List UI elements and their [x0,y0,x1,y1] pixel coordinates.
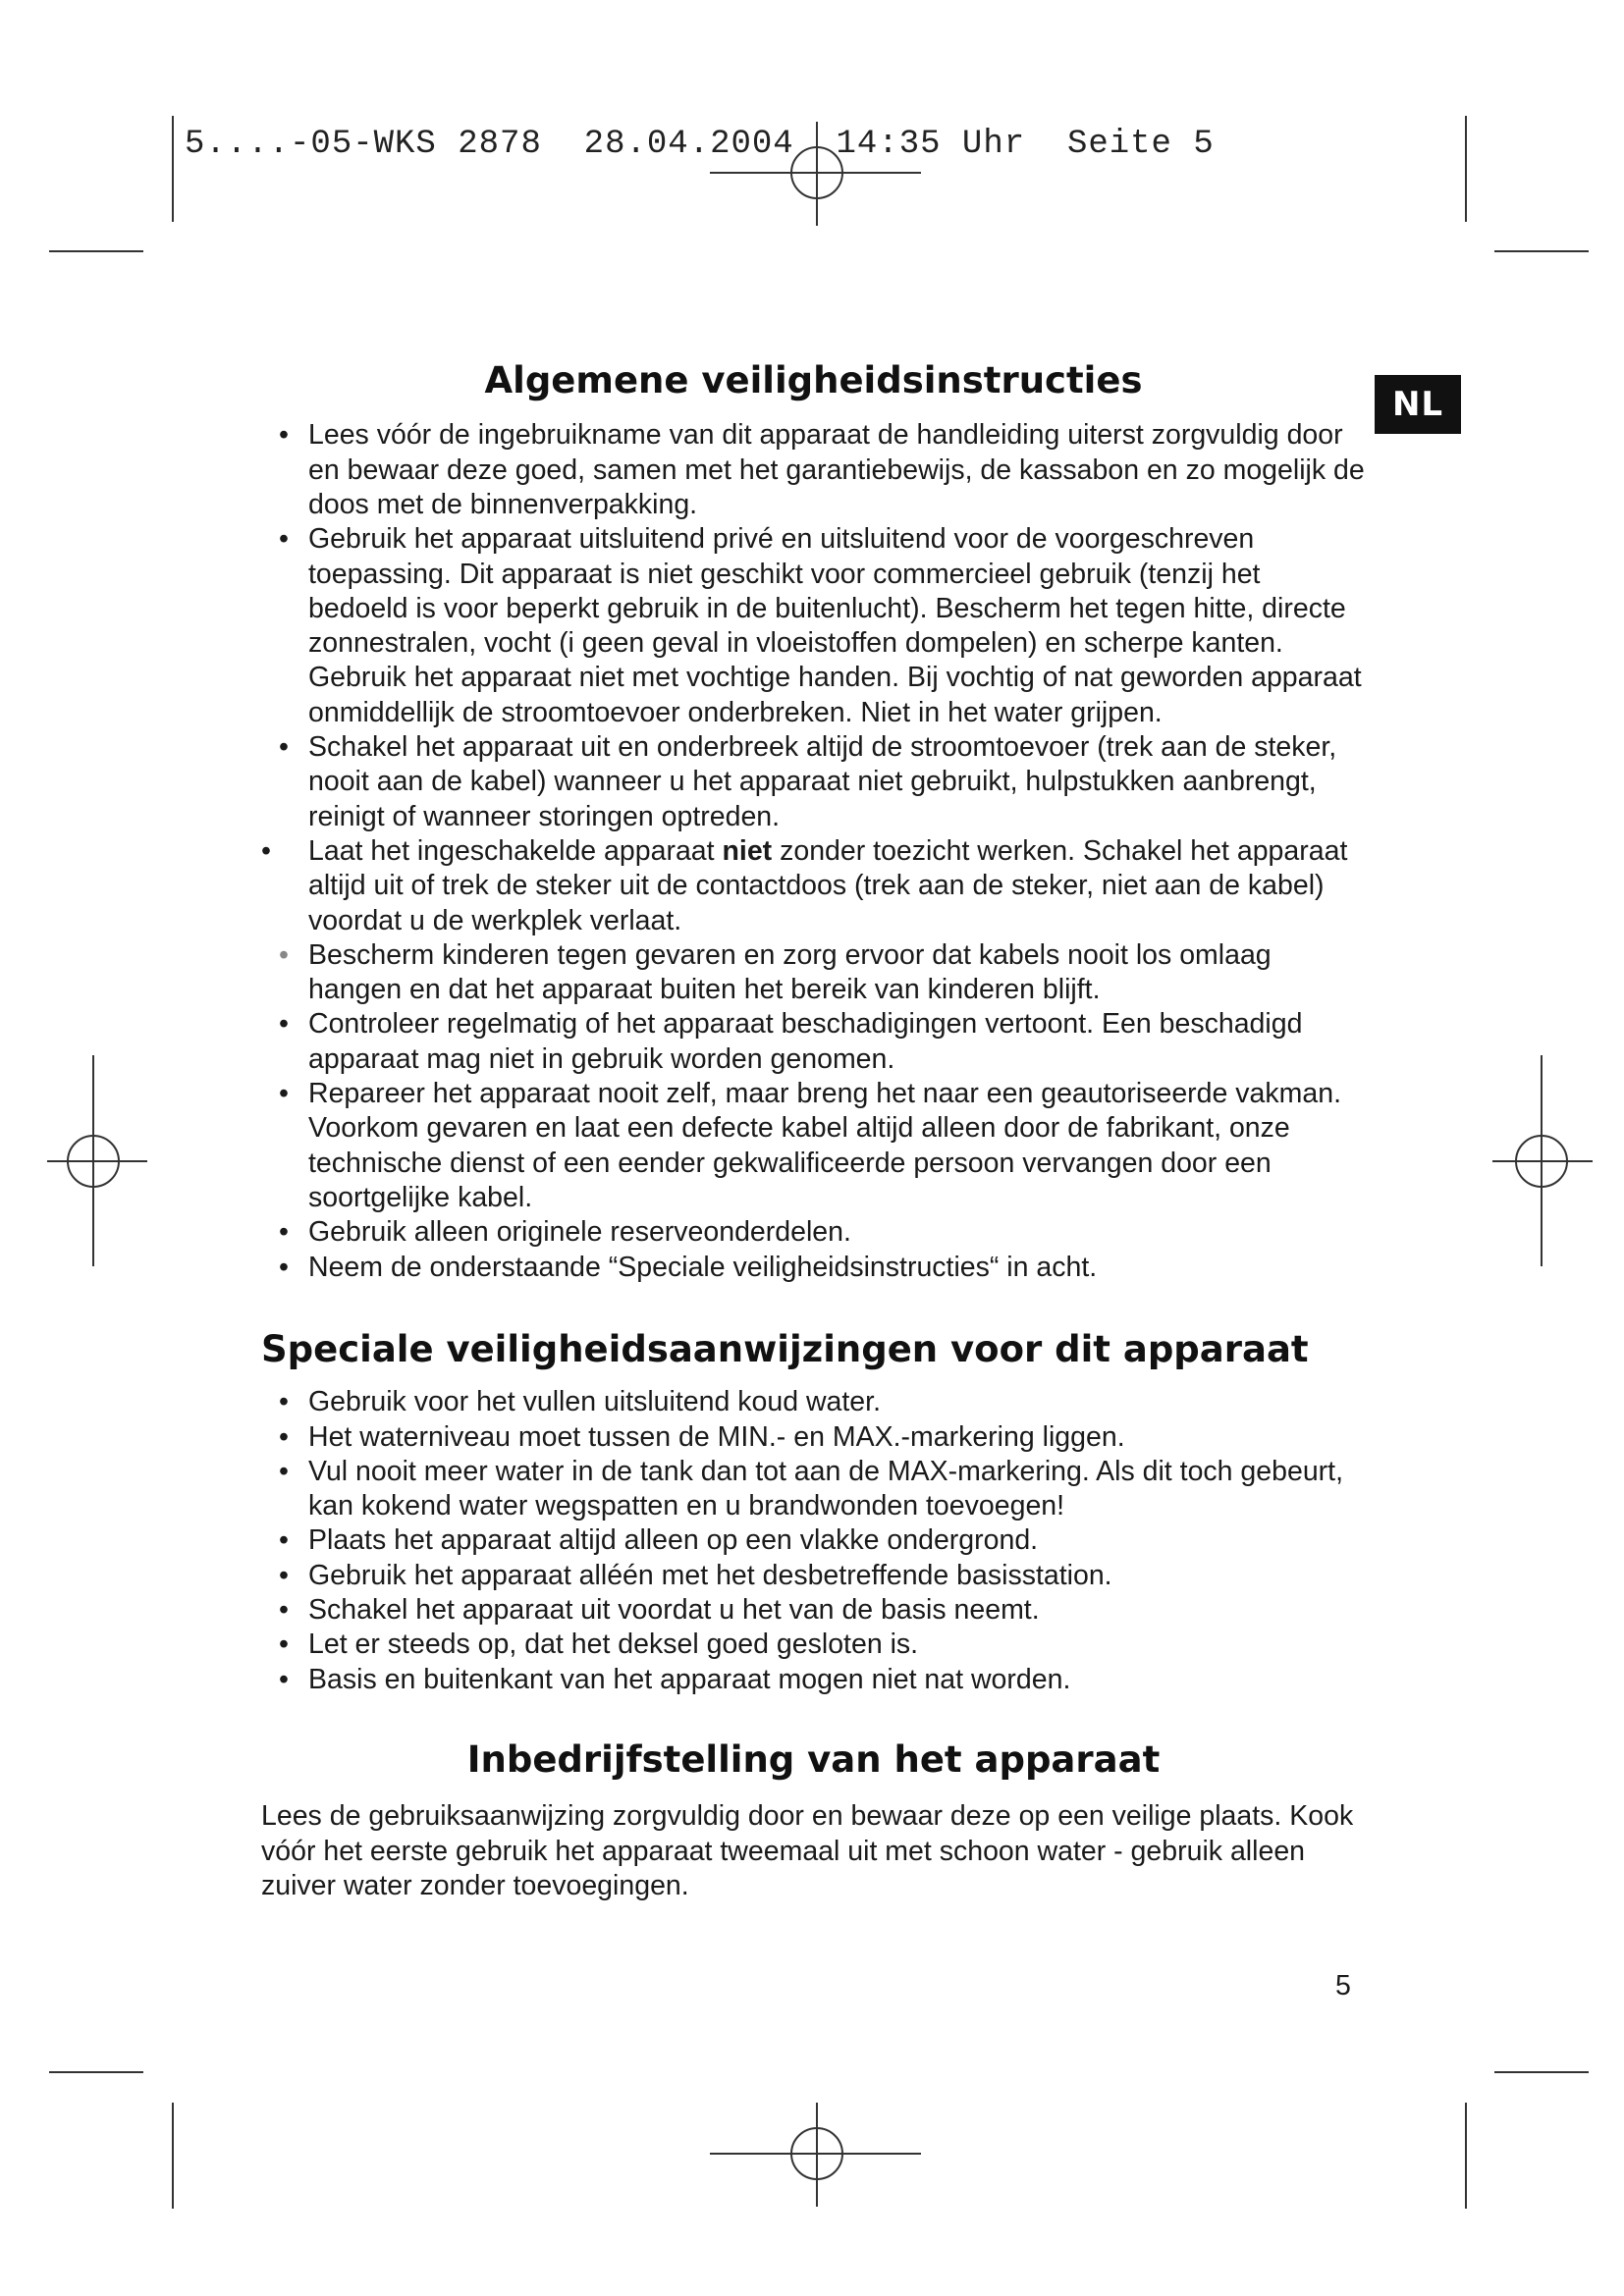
list-item: • Laat het ingeschakelde apparaat niet zonder toezicht werken. Schakel het apparaat altijd uit of trek de steker uit de contactdoos (trek aan de steker, niet aan de kabel) voordat u de werkplek verlaat. [261,834,1348,936]
section-title-special-safety: Speciale veiligheidsaanwijzingen voor dit apparaat [261,1327,1309,1370]
registration-mark-bottom [710,2103,921,2207]
bullet: • [279,731,289,764]
bullet: • [279,1420,289,1453]
bullet: • [279,1455,289,1487]
list-item: • Gebruik alleen originele reserveonderdelen. [261,1215,1366,1250]
bullet: • [279,523,289,556]
list-item: • Plaats het apparaat altijd alleen op een vlakke ondergrond. [261,1523,1366,1558]
bullet: • [279,1078,289,1110]
page-number: 5 [1335,1970,1351,2002]
page-content [261,359,1366,1903]
list-item: • Lees vóór de ingebruikname van dit apparaat de handleiding uiterst zorgvuldig door en bewaar deze goed, samen met het garantiebewijs, de kassabon en zo mogelijk de doos met de binnenverpakking. [279,419,1365,520]
bullet: • [279,1663,289,1695]
general-safety-list [261,418,1366,1284]
list-item: • Controleer regelmatig of het apparaat beschadigingen vertoont. Een beschadigd apparaat mag niet in gebruik worden genomen. [279,1008,1303,1075]
bullet: • [279,1008,289,1041]
list-item: • Gebruik voor het vullen uitsluitend koud water. [261,1385,1366,1419]
list-item: • Het waterniveau moet tussen de MIN.- en MAX.-markering liggen. [261,1420,1366,1455]
list-item: • Gebruik het apparaat alléén met het desbetreffende basisstation. [261,1559,1366,1593]
bullet: • [279,938,289,971]
list-item: • Let er steeds op, dat het deksel goed gesloten is. [261,1628,1366,1662]
registration-mark-right [1492,1055,1593,1266]
bullet: • [279,1593,289,1626]
bullet: • [279,1629,289,1661]
list-item: • Gebruik het apparaat uitsluitend privé en uitsluitend voor de voorgeschreven toepassing. Dit apparaat is niet geschikt voor commercieel gebruik (tenzij het bedoeld is voor beperkt gebruik in de buitenlucht). Bescherm het tegen hitte, directe zonnestralen, vocht (i geen geval in vloeistoffen dompelen) en scherpe kanten. Gebruik het apparaat niet met vochtige handen. Bij vochtig of nat geworden apparaat onmiddellijk de stroomtoevoer onderbreken. Niet in het water grijpen. [279,523,1362,728]
bullet: • [261,834,271,867]
list-item: • Neem de onderstaande “Speciale veiligheidsinstructies“ in acht. [261,1251,1366,1285]
language-badge: NL [1375,375,1461,434]
section-title-commissioning: Inbedrijfstelling van het apparaat [466,1737,1161,1781]
bullet: • [279,1251,289,1283]
bullet: • [279,1524,289,1557]
list-item: • Basis en buitenkant van het apparaat mogen niet nat worden. [261,1663,1366,1697]
emphasis-word: niet [722,834,773,867]
list-item: • Vul nooit meer water in de tank dan tot aan de MAX-markering. Als dit toch gebeurt, kan kokend water wegspatten en u brandwonden toevoegen! [279,1455,1344,1522]
print-slug-header: 5....-05-WKS 2878 28.04.2004 14:35 Uhr Seite 5 [185,126,1215,163]
bullet: • [279,1386,289,1418]
list-item: • Schakel het apparaat uit en onderbreek altijd de stroomtoevoer (trek aan de steker, nooit aan de kabel) wanneer u het apparaat niet gebruikt, hulpstukken aanbrengt, reinigt of wanneer storingen optreden. [279,731,1337,832]
registration-mark-left [47,1055,147,1266]
section-title-general-safety: Algemene veiligheidsinstructies [484,359,1143,401]
bullet: • [279,1559,289,1591]
commissioning-paragraph: Lees de gebruiksaanwijzing zorgvuldig door en bewaar deze op een veilige plaats. Kook vóór het eerste gebruik het apparaat tweemaal uit met schoon water - gebruik alleen zuiver water zonder toevoegingen. [261,1800,1354,1901]
list-item: • Bescherm kinderen tegen gevaren en zorg ervoor dat kabels nooit los omlaag hangen en dat het apparaat buiten het bereik van kinderen blijft. [279,938,1272,1006]
list-item: • Schakel het apparaat uit voordat u het van de basis neemt. [261,1593,1366,1628]
list-item: • Repareer het apparaat nooit zelf, maar breng het naar een geautoriseerde vakman. Voorkom gevaren en laat een defecte kabel altijd alleen door de fabrikant, onze technische dienst of een eender gekwalificeerde persoon vervangen door een soortgelijke kabel. [279,1078,1341,1213]
special-safety-list [261,1385,1366,1697]
bullet: • [279,1216,289,1249]
bullet: • [279,419,289,452]
